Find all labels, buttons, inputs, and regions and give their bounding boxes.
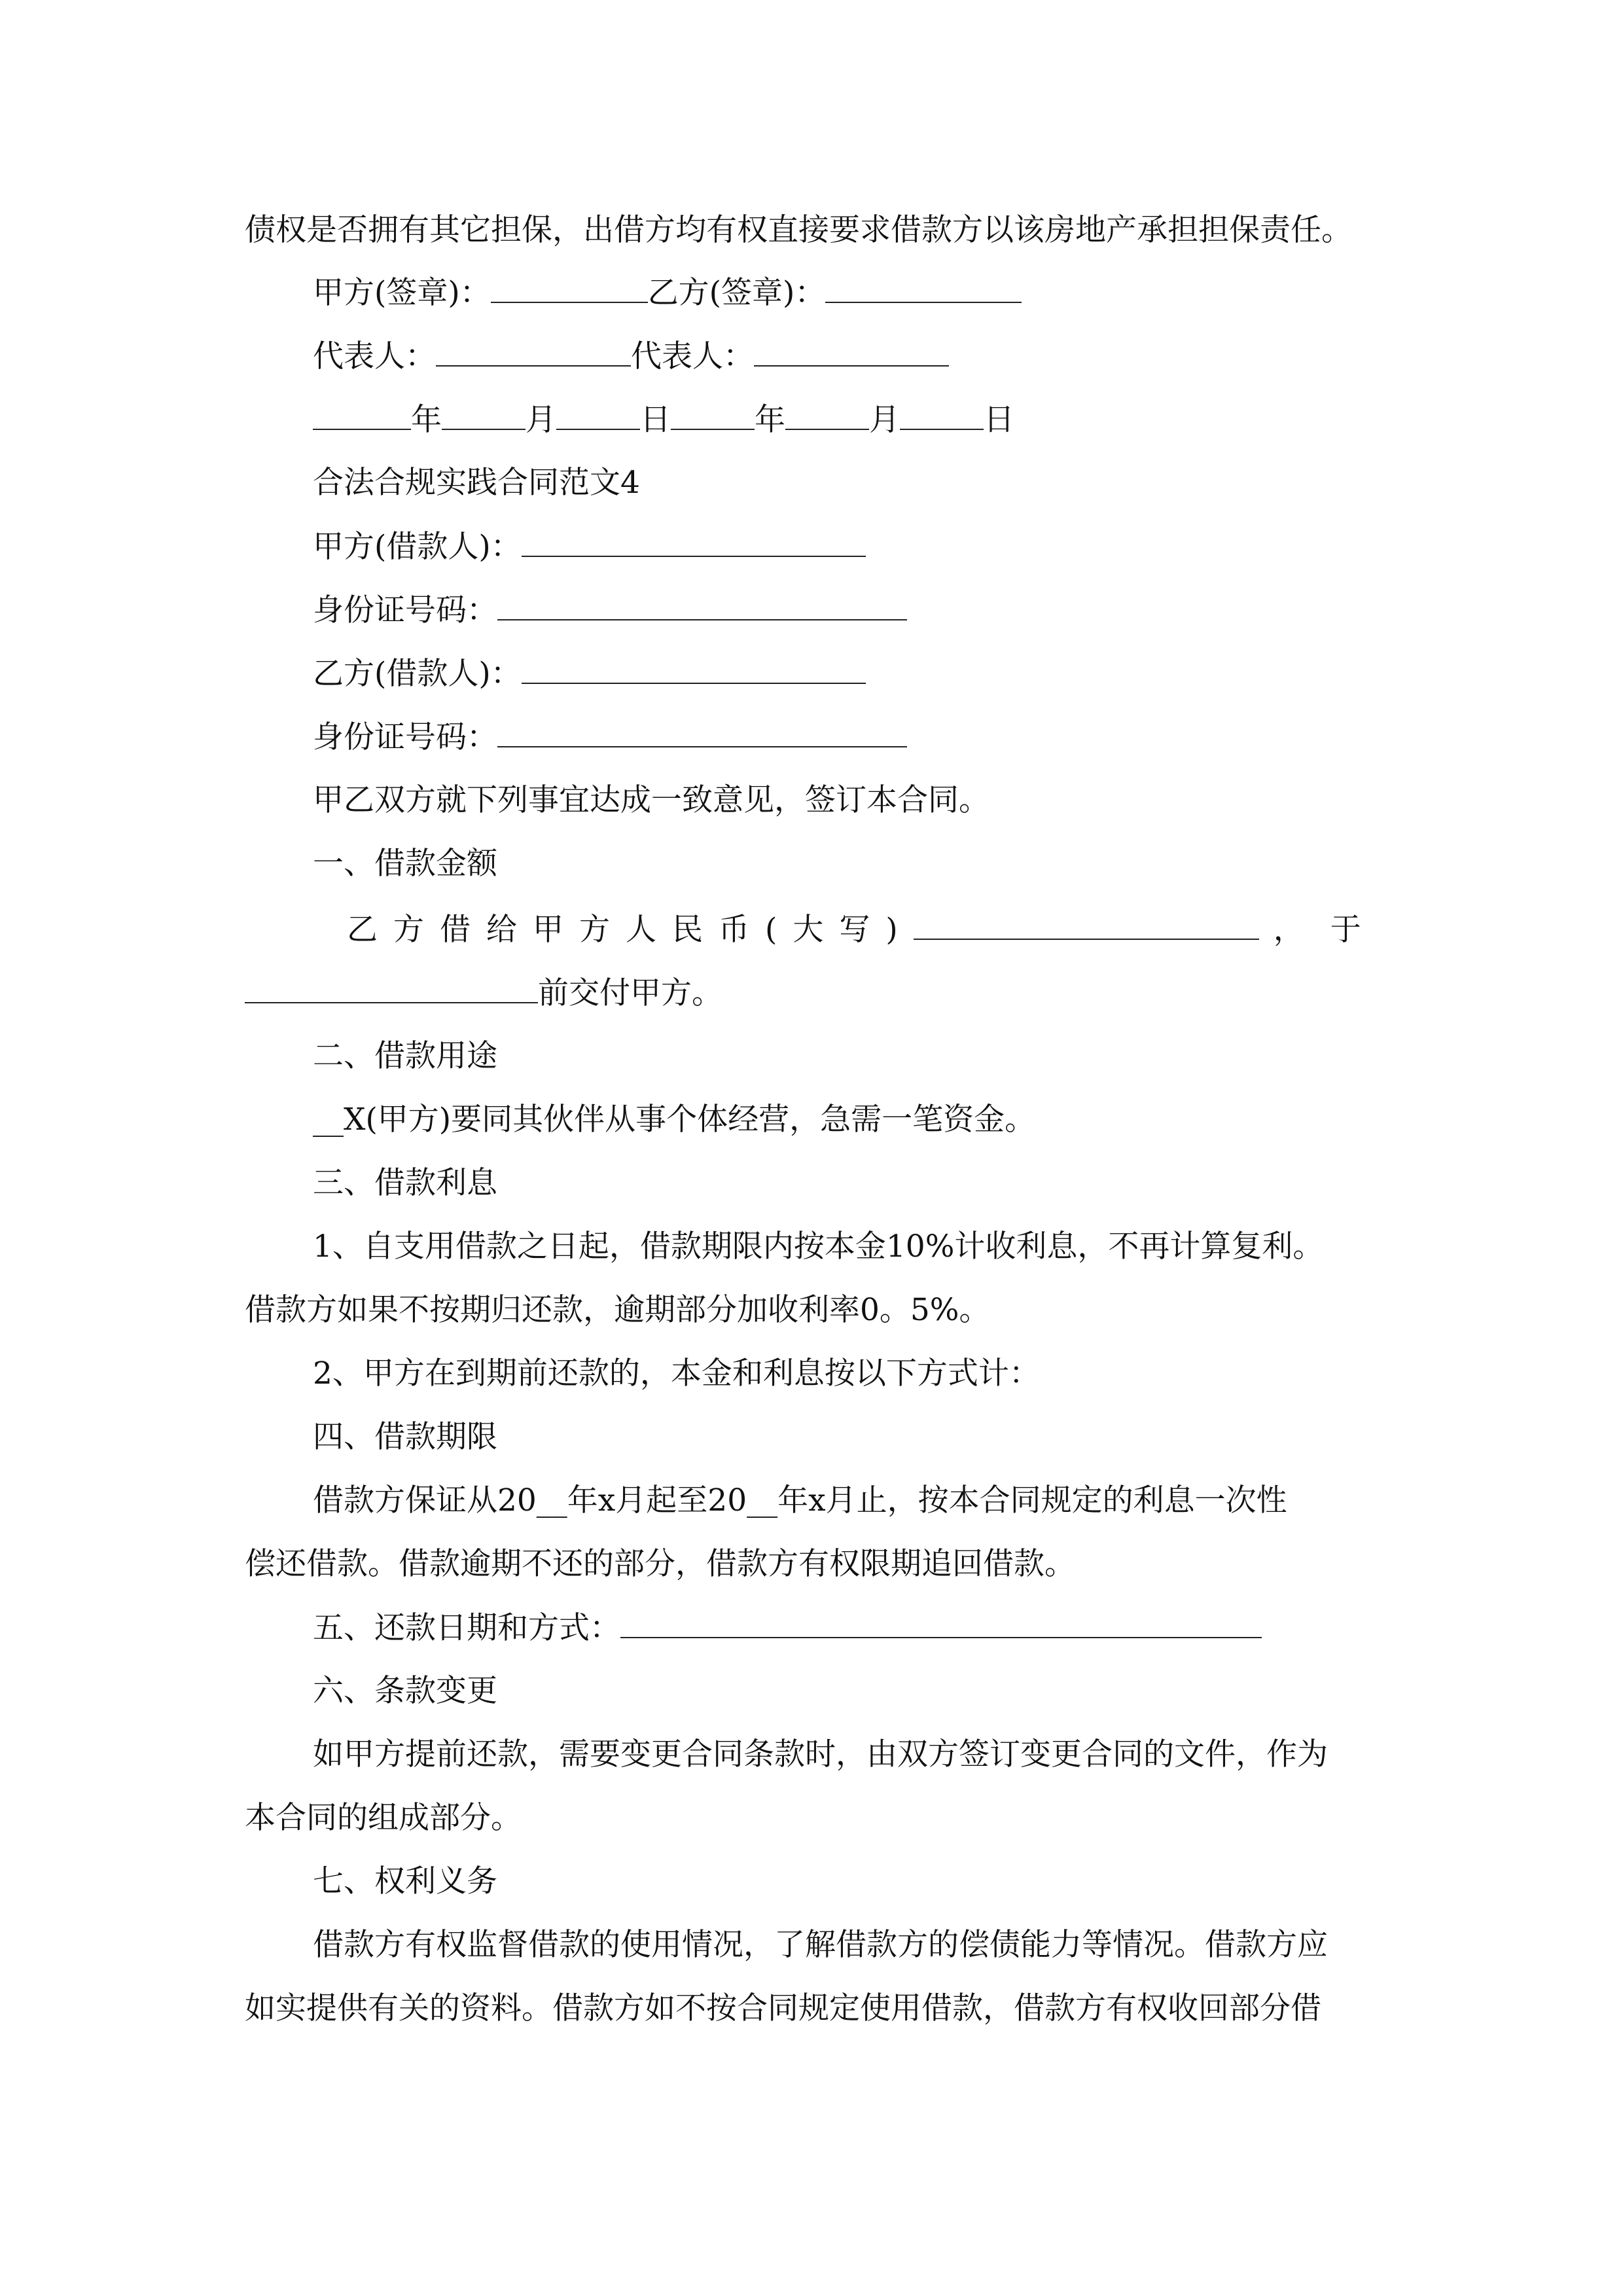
month-label: 月: [869, 402, 900, 438]
id-b-field[interactable]: [497, 717, 907, 747]
section-2-prefix: __: [313, 1102, 344, 1138]
section-4-text: 借款方保证从20__年x月起至20__年x月止，按本合同规定的利息一次性: [313, 1482, 1287, 1518]
party-b-signature-label: 乙方(签章)：: [647, 275, 826, 311]
section-1-amount-row: [347, 910, 1361, 949]
rep-a-field[interactable]: [436, 336, 631, 367]
id-a-row: [313, 590, 907, 630]
repayment-method-field[interactable]: [620, 1608, 1262, 1638]
rep-b-field[interactable]: [754, 336, 949, 367]
section-3-clause-1: 1、自支用借款之日起，借款期限内按本金10%计收利息，不再计算复利。: [313, 1229, 1324, 1265]
id-b-label: 身份证号码：: [313, 719, 497, 755]
section-6-title: 六、条款变更: [313, 1673, 497, 1709]
year-field[interactable]: [313, 400, 411, 430]
party-a-label: 甲方(借款人)：: [313, 529, 522, 565]
comma-text: ，: [1273, 912, 1304, 948]
section-7-text: 借款方有权监督借款的使用情况，了解借款方的偿债能力等情况。借款方应: [313, 1927, 1328, 1963]
id-a-field[interactable]: [497, 590, 907, 620]
party-a-field[interactable]: [522, 527, 866, 557]
party-b-row: [313, 654, 866, 693]
section-3-clause-2: 2、甲方在到期前还款的，本金和利息按以下方式计：: [313, 1355, 1040, 1391]
section-5-title: 五、还款日期和方式：: [313, 1610, 620, 1646]
payment-text: 前交付甲方。: [538, 975, 722, 1011]
amount-field[interactable]: [914, 910, 1259, 940]
section-2-title: 二、借款用途: [313, 1038, 497, 1074]
section-6-text-cont: 本合同的组成部分。: [245, 1800, 522, 1836]
month-label: 月: [526, 402, 556, 438]
payment-date-field[interactable]: [245, 973, 538, 1003]
paragraph-line: 债权是否拥有其它担保，出借方均有权直接要求借款方以该房地产承担担保责任。: [245, 212, 1352, 248]
date-row: [313, 400, 1014, 439]
month-field[interactable]: [785, 400, 869, 430]
year-field[interactable]: [671, 400, 755, 430]
id-a-label: 身份证号码：: [313, 592, 497, 628]
section-5-row: [313, 1608, 1262, 1647]
section-2-body: X(甲方)要同其伙伴从事个体经营，急需一笔资金。: [344, 1102, 1036, 1138]
section-1-date-row: [245, 973, 722, 1013]
representative-row: [313, 336, 949, 376]
rep-a-label: 代表人：: [313, 338, 436, 374]
id-b-row: [313, 717, 907, 757]
day-label: 日: [984, 402, 1014, 438]
day-field[interactable]: [556, 400, 640, 430]
party-a-signature-label: 甲方(签章)：: [313, 275, 491, 311]
section-1-title: 一、借款金额: [313, 846, 497, 882]
year-label: 年: [411, 402, 442, 438]
signature-row: [313, 273, 1022, 312]
year-label: 年: [755, 402, 785, 438]
section-2-text: [313, 1100, 1035, 1139]
rep-b-label: 代表人：: [631, 338, 754, 374]
section-4-title: 四、借款期限: [313, 1419, 497, 1455]
section-6-text: 如甲方提前还款，需要变更合同条款时，由双方签订变更合同的文件，作为: [313, 1736, 1328, 1772]
section-7-text-cont: 如实提供有关的资料。借款方如不按合同规定使用借款，借款方有权收回部分借: [245, 1990, 1321, 2026]
section-7-title: 七、权利义务: [313, 1863, 497, 1899]
party-b-field[interactable]: [522, 654, 866, 684]
contract-title: 合法合规实践合同范文4: [313, 465, 640, 501]
party-a-row: [313, 527, 866, 566]
intro-paragraph: 甲乙双方就下列事宜达成一致意见，签订本合同。: [313, 782, 990, 818]
party-b-signature-field[interactable]: [825, 273, 1022, 303]
section-4-text-cont: 偿还借款。借款逾期不还的部分，借款方有权限期追回借款。: [245, 1546, 1075, 1582]
amount-label: 乙方借给甲方人民币(大写): [347, 912, 914, 948]
day-field[interactable]: [900, 400, 984, 430]
section-3-clause-1-cont: 借款方如果不按期归还款，逾期部分加收利率0。5%。: [245, 1292, 990, 1328]
day-label: 日: [640, 402, 671, 438]
yu-text: 于: [1330, 912, 1361, 948]
section-3-title: 三、借款利息: [313, 1165, 497, 1201]
party-a-signature-field[interactable]: [491, 273, 648, 303]
month-field[interactable]: [442, 400, 526, 430]
party-b-label: 乙方(借款人)：: [313, 656, 522, 692]
